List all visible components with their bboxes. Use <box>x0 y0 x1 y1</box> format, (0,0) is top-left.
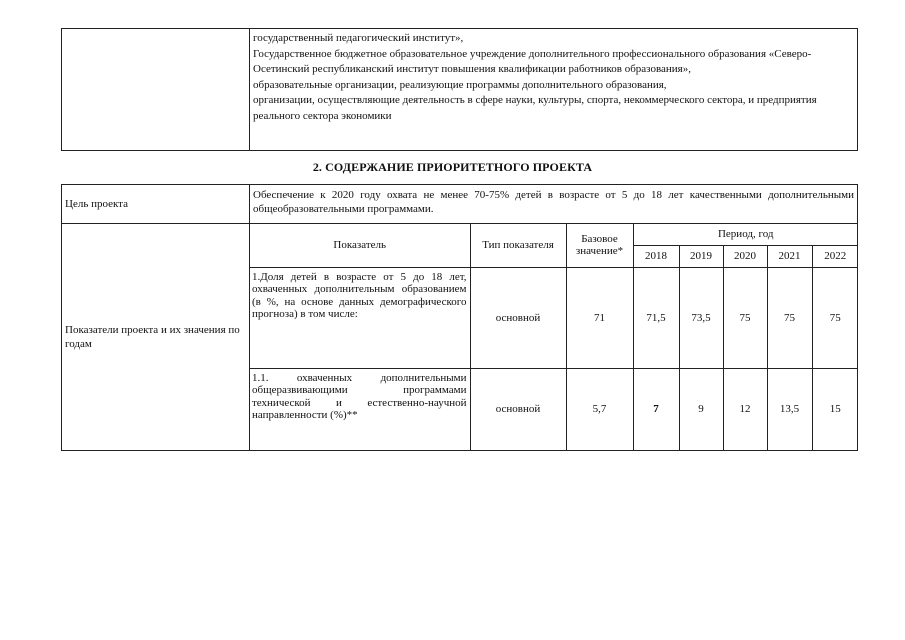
goal-label: Цель проекта <box>62 185 250 224</box>
header-year: 2022 <box>812 245 858 267</box>
intro-line: Государственное бюджетное образовательное учреждение дополнительного профессионального образования «Северо-Осетинский республиканский институт повышения квалификации работников образования», <box>253 47 812 75</box>
indicator-text: 1.1. охваченных дополнительными общеразвивающими программами технической и естественно-научной направленности (%)** <box>250 368 470 450</box>
indicators-table <box>250 224 858 450</box>
header-year: 2021 <box>767 245 812 267</box>
indicator-value: 73,5 <box>679 267 723 368</box>
table-row <box>250 267 858 368</box>
indicator-value: 9 <box>679 368 723 450</box>
indicators-label: Показатели проекта и их значения по годам <box>62 224 250 451</box>
intro-line: государственный педагогический институт», <box>253 32 464 44</box>
indicator-value: 71,5 <box>633 267 679 368</box>
intro-left-cell <box>62 29 250 151</box>
indicator-value: 75 <box>767 267 812 368</box>
header-period: Период, год <box>633 224 858 245</box>
intro-line: образовательные организации, реализующие программы дополнительного образования, <box>253 78 667 91</box>
header-base: Базовое значение* <box>566 224 633 267</box>
indicator-value: 15 <box>812 368 858 450</box>
header-year: 2019 <box>679 245 723 267</box>
header-type: Тип показателя <box>470 224 566 267</box>
indicators-cell <box>250 224 858 451</box>
goal-text: Обеспечение к 2020 году охвата не менее 70-75% детей в возрасте от 5 до 18 лет качественными дополнительными общеобразовательными программами. <box>250 185 858 224</box>
header-year: 2020 <box>723 245 767 267</box>
indicator-value: 75 <box>723 267 767 368</box>
indicator-base: 71 <box>566 267 633 368</box>
indicator-value: 7 <box>633 368 679 450</box>
section-heading: 2. СОДЕРЖАНИЕ ПРИОРИТЕТНОГО ПРОЕКТА <box>312 160 593 174</box>
indicator-base: 5,7 <box>566 368 633 450</box>
indicator-type: основной <box>470 267 566 368</box>
intro-table <box>61 28 858 151</box>
indicator-value: 13,5 <box>767 368 812 450</box>
intro-right-cell <box>250 29 858 151</box>
indicator-type: основной <box>470 368 566 450</box>
indicator-value: 12 <box>723 368 767 450</box>
project-table <box>61 184 858 451</box>
table-row <box>250 368 858 450</box>
header-indicator: Показатель <box>250 224 470 267</box>
indicator-text: 1.Доля детей в возрасте от 5 до 18 лет, охваченных дополнительным образованием (в %, на основе данных демографического прогноза) в том числе: <box>250 267 470 368</box>
indicator-value: 75 <box>812 267 858 368</box>
intro-line: организации, осуществляющие деятельность в сфере науки, культуры, спорта, некоммерческого сектора, и предприятия реального сектора экономики <box>253 94 817 122</box>
header-year: 2018 <box>633 245 679 267</box>
